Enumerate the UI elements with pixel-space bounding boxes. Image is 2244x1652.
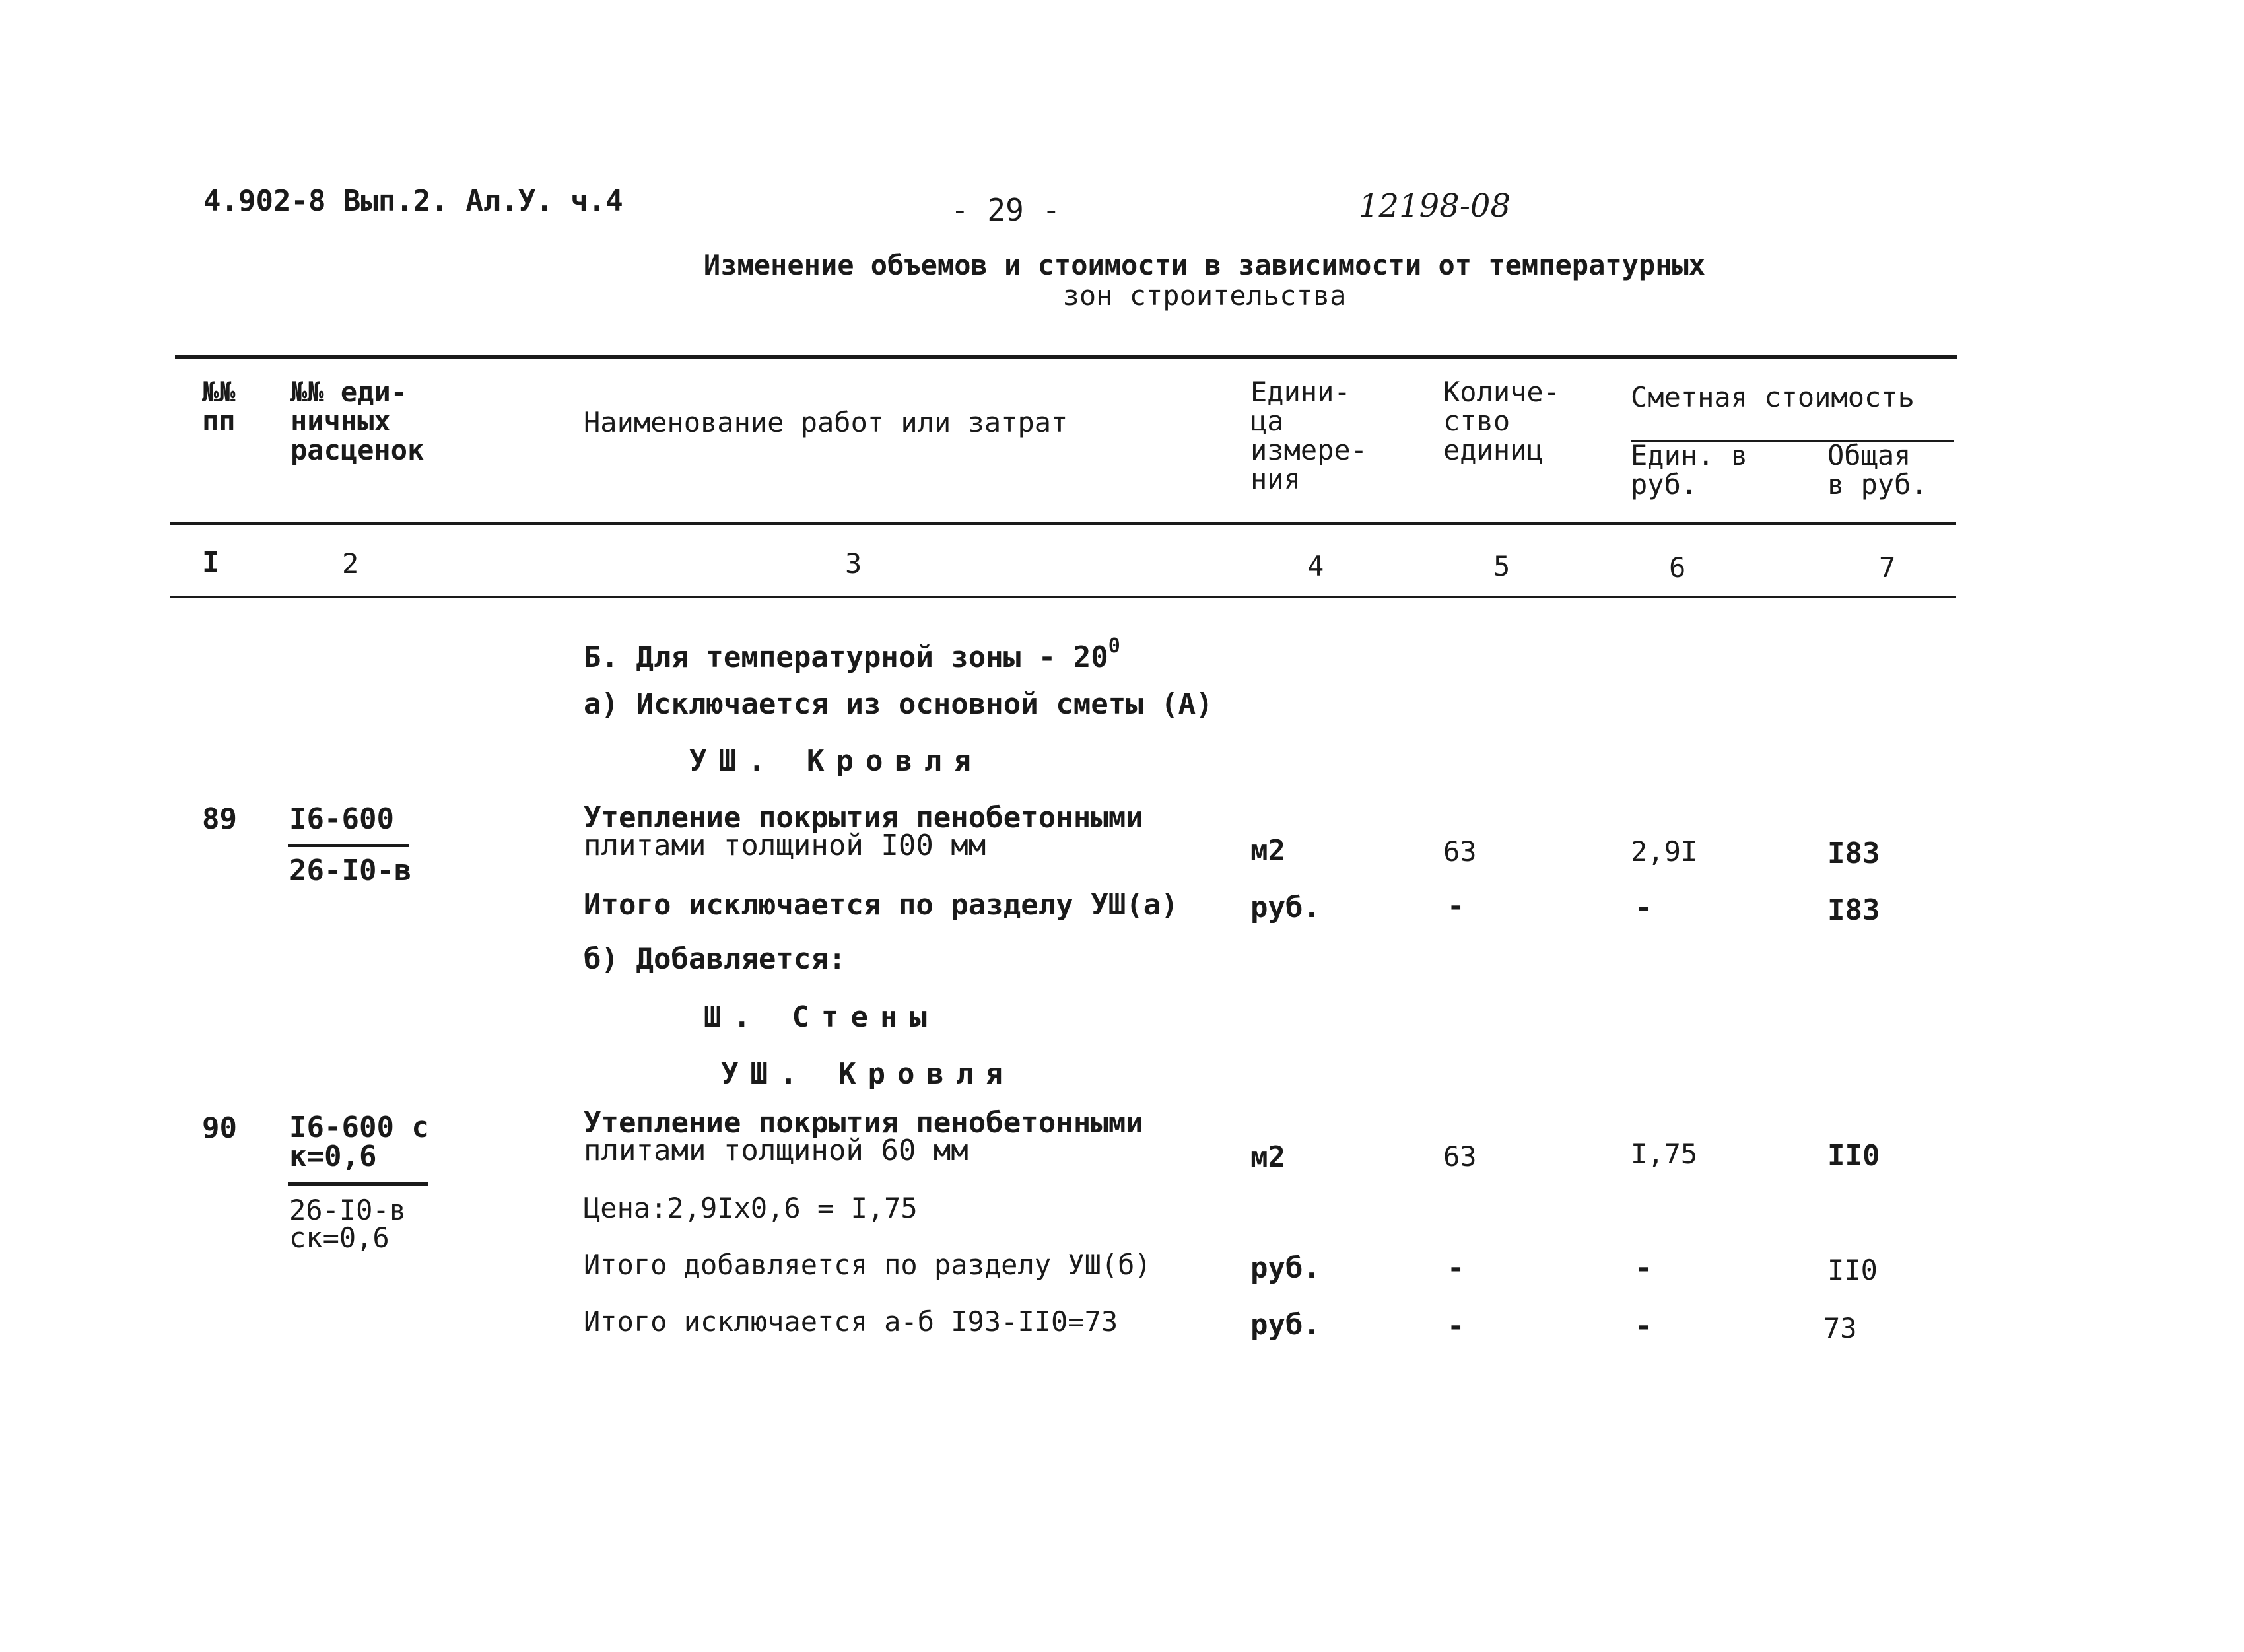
total-difference-label: Итого исключается а-б I93-II0=73 — [584, 1305, 1118, 1338]
total-added-unit-price: - — [1635, 1251, 1652, 1285]
page-number: - 29 - — [951, 192, 1061, 228]
row-90-unit-price: I,75 — [1631, 1138, 1698, 1170]
row-90-name: Утепление покрытия пенобетонными плитами толщиной 60 мм — [584, 1106, 1143, 1167]
row-90-code-bottom: 26-I0-в ск=0,6 — [289, 1194, 407, 1254]
total-excluded-unit-price: - — [1635, 891, 1652, 924]
total-excluded-label: Итого исключается по разделу УШ(а) — [584, 888, 1178, 922]
row-90-code-top: I6-600 с к=0,6 — [289, 1111, 429, 1173]
numbers-bottom-rule — [170, 596, 1956, 598]
col7-header: Общая в руб. — [1827, 439, 1928, 500]
row-90-total: II0 — [1827, 1139, 1880, 1173]
cost-group-header: Сметная стоимость — [1631, 381, 1915, 413]
row-90-unit: м2 — [1250, 1140, 1285, 1174]
row-89-code-top: I6-600 — [289, 802, 394, 836]
col6-header: Един. в руб. — [1631, 439, 1748, 500]
col-number-7: 7 — [1879, 551, 1896, 584]
title-line-2: зон строительства — [1062, 279, 1347, 312]
total-added-label: Итого добавляется по разделу УШ(б) — [584, 1249, 1151, 1281]
col2-header: №№ еди- ничных расценок — [290, 376, 425, 466]
col-number-4: 4 — [1307, 550, 1324, 582]
row-90-qty: 63 — [1443, 1140, 1477, 1173]
total-excluded-total: I83 — [1827, 893, 1880, 927]
row-89-code-divider — [288, 844, 409, 847]
total-excluded-unit: руб. — [1250, 891, 1320, 924]
row-89-code-bottom: 26-I0-в — [289, 854, 412, 887]
col4-header: Едини- ца измере- ния — [1250, 376, 1368, 495]
row-89-number: 89 — [202, 802, 237, 836]
row-90-code-divider — [288, 1182, 428, 1186]
zone-heading: Б. Для температурной зоны - $20^0$ — [584, 635, 1120, 674]
total-difference-unit: руб. — [1250, 1308, 1320, 1342]
total-added-qty: - — [1447, 1251, 1465, 1285]
col5-header: Количе- ство единиц — [1443, 376, 1561, 466]
row-89-qty: 63 — [1443, 835, 1477, 868]
subsection-walls: Ш. Стены — [704, 1000, 939, 1034]
row-89-unit-price: 2,9I — [1631, 835, 1698, 868]
total-added-unit: руб. — [1250, 1251, 1320, 1285]
total-excluded-qty: - — [1447, 889, 1465, 923]
col-number-1: I — [202, 546, 220, 580]
table-top-rule — [175, 355, 1957, 359]
col-number-6: 6 — [1669, 551, 1686, 584]
row-90-price-note: Цена:2,9Iх0,6 = I,75 — [584, 1192, 918, 1224]
title-line-1: Изменение объемов и стоимости в зависимости от температурных — [703, 249, 1706, 281]
col3-header: Наименование работ или затрат — [584, 406, 1068, 438]
total-difference-total: 73 — [1823, 1312, 1857, 1344]
handwritten-number: 12198-08 — [1359, 188, 1511, 224]
document-code: 4.902-8 Вып.2. Ал.У. ч.4 — [203, 184, 623, 218]
total-difference-unit-price: - — [1635, 1309, 1652, 1343]
total-added-total: II0 — [1827, 1254, 1878, 1286]
subsection-roof-1: УШ. Кровля — [689, 744, 983, 778]
row-90-number: 90 — [202, 1111, 237, 1145]
col-number-5: 5 — [1493, 550, 1511, 582]
col-number-3: 3 — [845, 547, 862, 580]
row-89-total: I83 — [1827, 837, 1880, 870]
total-difference-qty: - — [1447, 1309, 1465, 1343]
subsection-roof-2: УШ. Кровля — [721, 1057, 1015, 1091]
row-89-unit: м2 — [1250, 834, 1285, 868]
col-number-2: 2 — [342, 547, 359, 580]
header-bottom-rule — [170, 522, 1956, 525]
section-a-heading: а) Исключается из основной сметы (А) — [584, 687, 1213, 721]
row-89-name: Утепление покрытия пенобетонными плитами толщиной I00 мм — [584, 801, 1143, 862]
section-b-heading: б) Добавляется: — [584, 942, 846, 976]
col1-header: №№ пп — [202, 376, 236, 437]
